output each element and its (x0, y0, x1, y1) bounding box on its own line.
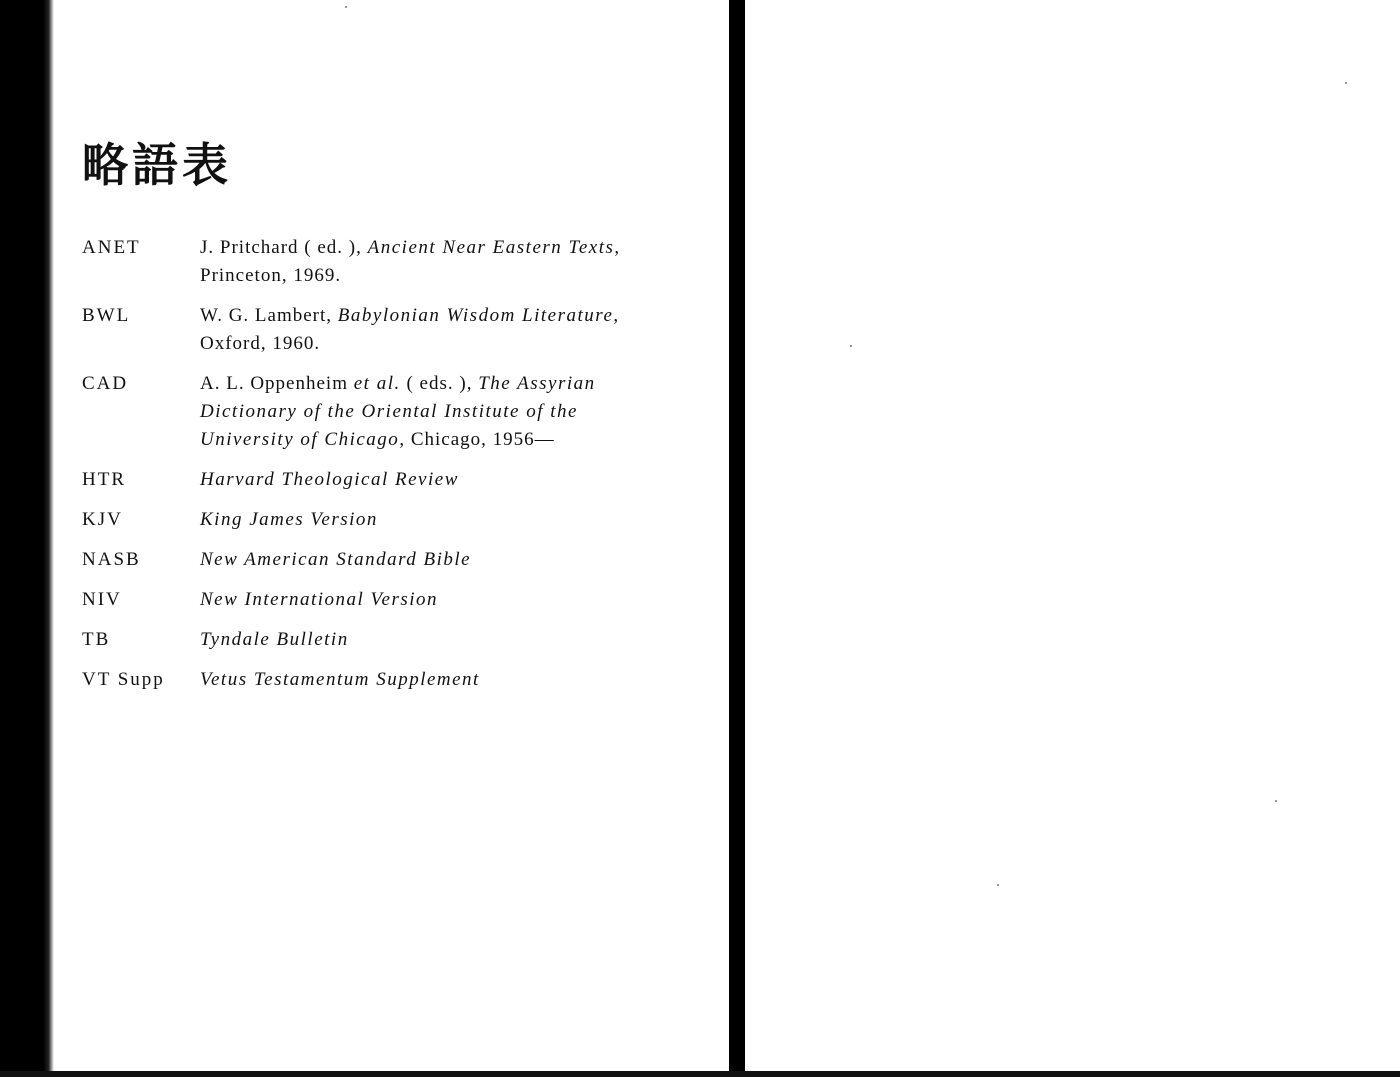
abbreviation-list (82, 234, 672, 706)
italic-title-text: et al. (353, 373, 401, 394)
abbreviation-entry (82, 466, 672, 494)
abbreviation-description (200, 234, 672, 290)
abbreviation-term: HTR (82, 469, 126, 490)
citation-text: ( eds. ), (400, 373, 479, 394)
abbreviation-entry (82, 586, 672, 614)
abbreviation-description (200, 666, 672, 694)
italic-title-text: Vetus Testamentum Supplement (200, 669, 480, 690)
italic-title-text: The Assyrian Dictionary of the Oriental Institute of the University of Chicago (200, 373, 596, 450)
abbreviation-description (200, 546, 672, 574)
abbreviation-description (200, 302, 672, 358)
italic-title-text: Harvard Theological Review (200, 469, 459, 490)
abbreviation-term: KJV (82, 509, 123, 530)
abbreviation-entry (82, 370, 672, 454)
italic-title-text: King James Version (200, 509, 378, 530)
abbreviation-description (200, 466, 672, 494)
abbreviation-term: CAD (82, 373, 129, 394)
abbreviation-entry (82, 666, 672, 694)
book-gutter (729, 0, 745, 1077)
italic-title-text: New International Version (200, 589, 439, 610)
abbreviation-entry (82, 234, 672, 290)
abbreviation-entry (82, 546, 672, 574)
citation-text: A. L. Oppenheim (200, 373, 354, 394)
scan-speck (850, 345, 852, 347)
abbreviation-term: NASB (82, 549, 141, 570)
citation-text: J. Pritchard ( ed. ), (200, 237, 368, 258)
abbreviation-term: VT Supp (82, 669, 165, 690)
scan-speck (1345, 82, 1347, 84)
right-page-blank (745, 0, 1400, 1071)
citation-text: W. G. Lambert, (200, 305, 338, 326)
italic-title-text: New American Standard Bible (200, 549, 472, 570)
abbreviation-description (200, 626, 672, 654)
scan-speck (345, 6, 347, 8)
abbreviation-term: ANET (82, 237, 141, 258)
abbreviation-description (200, 370, 672, 454)
abbreviation-term: TB (82, 629, 111, 650)
scan-shadow-left (0, 0, 40, 1077)
italic-title-text: Tyndale Bulletin (200, 629, 349, 650)
abbreviation-term: BWL (82, 305, 131, 326)
abbreviation-entry (82, 302, 672, 358)
citation-text: , Princeton, 1969. (200, 237, 621, 286)
italic-title-text: Babylonian Wisdom Literature (337, 305, 614, 326)
scan-speck (997, 884, 999, 886)
abbreviation-entry (82, 506, 672, 534)
abbreviation-description (200, 586, 672, 614)
scan-shadow-left-taper (36, 0, 54, 1077)
citation-text: , Chicago, 1956— (399, 429, 555, 450)
page-heading: 略語表 (82, 138, 232, 192)
abbreviation-term: NIV (82, 589, 122, 610)
citation-text: , Oxford, 1960. (200, 305, 620, 354)
abbreviation-description (200, 506, 672, 534)
scan-bottom-edge (0, 1071, 1400, 1077)
abbreviation-entry (82, 626, 672, 654)
italic-title-text: Ancient Near Eastern Texts (367, 237, 615, 258)
scan-speck (1275, 800, 1277, 802)
